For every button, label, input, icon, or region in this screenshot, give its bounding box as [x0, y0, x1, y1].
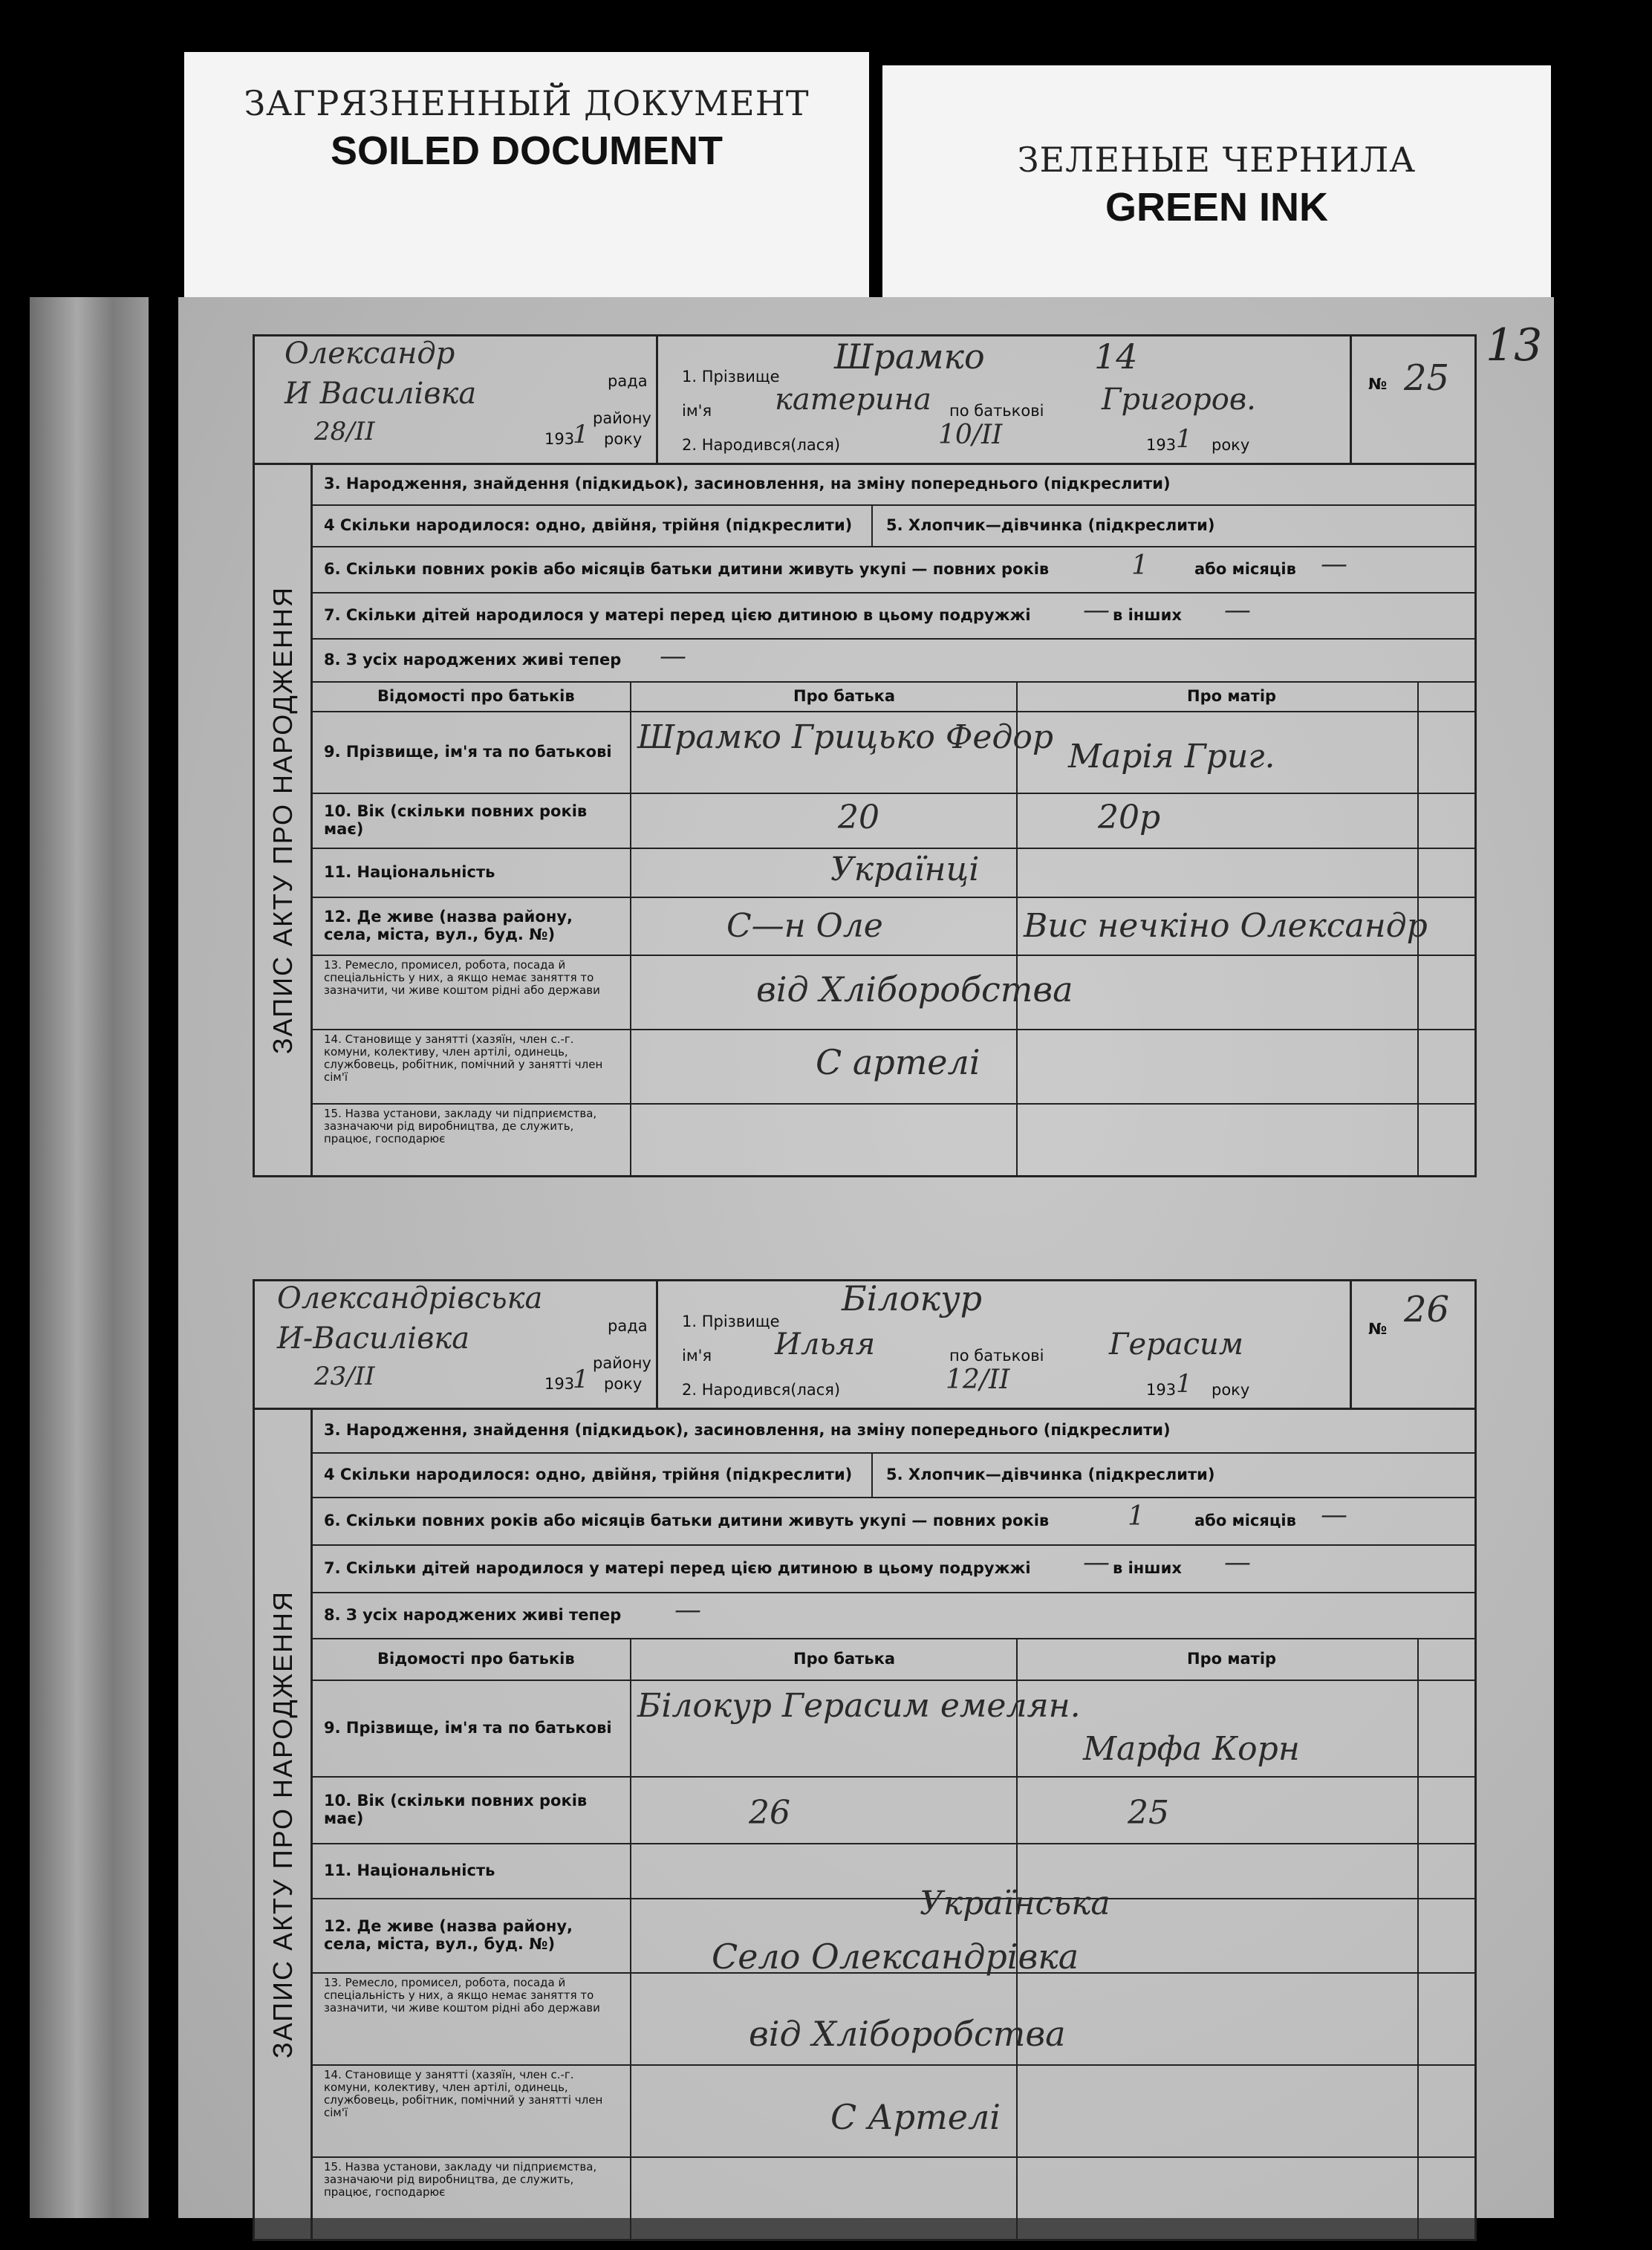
mother-place-handwriting: Вис нечкіно Олександр — [1024, 907, 1428, 945]
green-label-ru: ЗЕЛЕНЫЕ ЧЕРНИЛА — [1017, 140, 1417, 180]
q7-others-handwriting: — — [1224, 1547, 1251, 1578]
surname-handwriting: Шрамко — [834, 336, 985, 377]
q12-label: 12. Де живе (назва району, села, міста, вул., буд. №) — [324, 1917, 573, 1953]
rada-label: рада — [608, 1317, 648, 1335]
row-q9 — [310, 1680, 1474, 1778]
position-handwriting: С Артелі — [830, 2097, 1001, 2137]
name-handwriting: катерина — [775, 383, 931, 417]
parents-head: Відомості про батьків — [377, 1650, 575, 1668]
q8-label: 8. З усіх народжених живі тепер — [324, 651, 622, 669]
q4-label: 4 Скільки народилося: одно, двійня, трійня (підкреслити) — [324, 516, 853, 534]
born-roku-label: року — [1212, 1381, 1250, 1399]
q11-label: 11. Національність — [324, 1862, 495, 1879]
born-label: 2. Народився(лася) — [682, 1381, 841, 1399]
q6-label: 6. Скільки повних років або місяців батьки дитини живуть укупі — повних років — [324, 560, 1050, 578]
date-handwriting: 23/II — [314, 1362, 375, 1391]
row-q11 — [310, 1843, 1474, 1922]
q15-label: 15. Назва установи, закладу чи підприємства, зазначаючи рід виробництва, де служить, працює, господарює — [324, 1107, 597, 1145]
born-year-handwriting: 1 — [1176, 424, 1192, 454]
year-handwriting: 1 — [573, 420, 589, 449]
q8-label: 8. З усіх народжених живі тепер — [324, 1606, 622, 1624]
q4-q5-divider — [871, 1452, 873, 1497]
side-title — [255, 1408, 313, 2241]
q12-label: 12. Де живе (назва району, села, міста, вул., буд. №) — [324, 908, 573, 943]
father-age-handwriting: 20 — [838, 799, 879, 836]
father-head: Про батька — [793, 1650, 896, 1668]
q10-label: 10. Вік (скільки повних років має) — [324, 1792, 588, 1827]
row-q14 — [310, 1029, 1474, 1105]
row-q7 — [310, 592, 1474, 640]
row-q7 — [310, 1544, 1474, 1593]
father-name-handwriting: Шрамко Грицько Федор — [637, 718, 1053, 756]
row-q13 — [310, 1972, 1474, 2066]
row-q11 — [310, 848, 1474, 898]
q9-label: 9. Прізвище, ім'я та по батькові — [324, 1719, 612, 1737]
q7-handwriting: — — [1083, 595, 1110, 625]
born-year-handwriting: 1 — [1176, 1369, 1192, 1399]
q8-handwriting: — — [660, 641, 686, 672]
occupation-handwriting: від Хліборобства — [749, 2014, 1066, 2054]
q5-label: 5. Хлопчик—дівчинка (підкреслити) — [886, 516, 1215, 534]
side-title-text: ЗАПИС АКТУ ПРО НАРОДЖЕННЯ — [267, 1590, 298, 2059]
soiled-label-en: SOILED DOCUMENT — [330, 129, 723, 173]
rayon-handwriting: И Василівка — [284, 377, 477, 411]
row-q12 — [310, 897, 1474, 956]
nationality-handwriting: Українська — [920, 1885, 1110, 1922]
record-header-left — [255, 336, 658, 463]
row-q15 — [310, 1103, 1474, 1177]
mother-age-handwriting: 20р — [1098, 799, 1161, 836]
q10-label: 10. Вік (скільки повних років має) — [324, 802, 588, 838]
father-head: Про батька — [793, 687, 896, 705]
patronymic-label: по батькові — [949, 1347, 1044, 1365]
year-handwriting: 1 — [573, 1365, 589, 1394]
q4-q5-divider — [871, 504, 873, 546]
born-date-handwriting: 10/II — [938, 420, 1003, 450]
position-handwriting: С артелі — [816, 1042, 981, 1082]
q14-label: 14. Становище у занятті (хазяїн, член с.-г. комуни, колективу, член артілі, одинець, службовець, робітник, помічний у занятті член сім'ї — [324, 2068, 603, 2119]
table-head-row — [310, 1638, 1474, 1681]
table-head-row — [310, 681, 1474, 712]
q15-label: 15. Назва установи, закладу чи підприємства, зазначаючи рід виробництва, де служить, працює, господарює — [324, 2160, 597, 2199]
surname-label: 1. Прізвище — [682, 368, 780, 386]
q5-label: 5. Хлопчик—дівчинка (підкреслити) — [886, 1466, 1215, 1483]
rada-label: рада — [608, 372, 648, 390]
birth-record-2 — [253, 1279, 1477, 2241]
born-roku-label: року — [1212, 436, 1250, 454]
side-title — [255, 463, 313, 1177]
q6-years-handwriting: 1 — [1131, 550, 1148, 581]
q6-label: 6. Скільки повних років або місяців батьки дитини живуть укупі — повних років — [324, 1512, 1050, 1529]
row-q10 — [310, 1776, 1474, 1844]
father-place-handwriting: Село Олександрівка — [712, 1937, 1079, 1977]
q11-label: 11. Національність — [324, 863, 495, 881]
row-q6 — [310, 1497, 1474, 1546]
father-place-handwriting: С—н Оле — [726, 907, 883, 945]
mother-age-handwriting: 25 — [1128, 1794, 1169, 1832]
record-number-box — [1350, 1281, 1474, 1408]
father-name-handwriting: Білокур Герасим емелян. — [637, 1687, 1081, 1725]
mother-head: Про матір — [1187, 687, 1277, 705]
name-label: ім'я — [682, 402, 712, 420]
q7-label: 7. Скільки дітей народилося у матері перед цією дитиною в цьому подружжі — [324, 606, 1031, 624]
q7-others-handwriting: — — [1224, 595, 1251, 625]
row-q9 — [310, 711, 1474, 794]
q13-label: 13. Ремесло, промисел, робота, посада й спеціальність у них, а якщо немає заняття то зазначити, чи живе коштом рідні або держави — [324, 1976, 600, 2015]
row-q14 — [310, 2064, 1474, 2158]
q3-label: 3. Народження, знайдення (підкидьок), засиновлення, на зміну попереднього (підкреслити) — [324, 475, 1171, 492]
green-label-en: GREEN INK — [1105, 185, 1329, 230]
father-age-handwriting: 26 — [749, 1794, 790, 1832]
patronymic-handwriting: Герасим — [1109, 1327, 1243, 1362]
roku-label: року — [604, 1375, 643, 1393]
q7-label: 7. Скільки дітей народилося у матері перед цією дитиною в цьому подружжі — [324, 1559, 1031, 1577]
born-date-handwriting: 12/II — [946, 1365, 1010, 1395]
name-label: ім'я — [682, 1347, 712, 1365]
rayon-label: району — [593, 409, 651, 427]
row-q15 — [310, 2156, 1474, 2241]
row-q4-q5 — [310, 1452, 1474, 1498]
rada-handwriting: Олександрівська — [277, 1281, 543, 1316]
record-number-box — [1350, 336, 1474, 463]
row-q12 — [310, 1898, 1474, 1977]
q6-months-label: або місяців — [1194, 1512, 1296, 1529]
surname-label: 1. Прізвище — [682, 1313, 780, 1330]
mother-name-handwriting: Марія Григ. — [1068, 738, 1275, 776]
born-label: 2. Народився(лася) — [682, 436, 841, 454]
q6-years-handwriting: 1 — [1128, 1501, 1145, 1532]
surname-handwriting: Білокур — [842, 1278, 983, 1319]
q14-label: 14. Становище у занятті (хазяїн, член с.-г. комуни, колективу, член артілі, одинець, службовець, робітник, помічний у занятті член сім'ї — [324, 1033, 603, 1084]
q6-months-label: або місяців — [1194, 560, 1296, 578]
mother-head: Про матір — [1187, 1650, 1277, 1668]
row-q8 — [310, 638, 1474, 683]
green-ink-label — [882, 65, 1551, 302]
record-header-left — [255, 1281, 658, 1408]
name-handwriting: Ильяя — [775, 1327, 876, 1362]
rayon-handwriting: И-Василівка — [277, 1321, 470, 1356]
q7-others-label: в інших — [1113, 1559, 1182, 1577]
number-sign: № — [1368, 375, 1388, 393]
born-year-prefix: 193 — [1146, 436, 1177, 454]
record-header — [255, 336, 1474, 465]
row-q3 — [310, 1408, 1474, 1454]
row-q10 — [310, 793, 1474, 849]
q4-label: 4 Скільки народилося: одно, двійня, трійня (підкреслити) — [324, 1466, 853, 1483]
row-q6 — [310, 546, 1474, 594]
patronymic-handwriting: Григоров. — [1102, 383, 1256, 417]
q3-label: 3. Народження, знайдення (підкидьок), засиновлення, на зміну попереднього (підкреслити) — [324, 1421, 1171, 1439]
row-q8 — [310, 1592, 1474, 1639]
occupation-handwriting: від Хліборобства — [756, 969, 1073, 1009]
rada-handwriting: Олександр — [284, 336, 455, 371]
mother-name-handwriting: Марфа Корн — [1083, 1730, 1300, 1768]
parents-head: Відомості про батьків — [377, 687, 575, 705]
sheet-number: 13 — [1486, 319, 1543, 371]
q7-others-label: в інших — [1113, 606, 1182, 624]
soiled-label-ru: ЗАГРЯЗНЕННЫЙ ДОКУМЕНТ — [244, 83, 810, 123]
surname-extra-handwriting: 14 — [1094, 336, 1138, 377]
patronymic-label: по батькові — [949, 402, 1044, 420]
q8-handwriting: — — [674, 1595, 701, 1625]
q6-months-handwriting: — — [1321, 549, 1347, 579]
side-title-text: ЗАПИС АКТУ ПРО НАРОДЖЕННЯ — [267, 585, 298, 1055]
soiled-document-label — [184, 52, 869, 305]
nationality-handwriting: Українці — [830, 851, 980, 888]
number-sign: № — [1368, 1320, 1388, 1338]
year-prefix: 193 — [544, 1375, 575, 1393]
year-prefix: 193 — [544, 430, 575, 448]
row-q4-q5 — [310, 504, 1474, 547]
rayon-label: району — [593, 1354, 651, 1372]
q13-label: 13. Ремесло, промисел, робота, посада й спеціальність у них, а якщо немає заняття то зазначити, чи живе коштом рідні або держави — [324, 958, 600, 997]
record-number-handwriting: 26 — [1404, 1289, 1450, 1330]
born-year-prefix: 193 — [1146, 1381, 1177, 1399]
roku-label: року — [604, 430, 643, 448]
date-handwriting: 28/II — [314, 417, 375, 446]
q6-months-handwriting: — — [1321, 1500, 1347, 1530]
q9-label: 9. Прізвище, ім'я та по батькові — [324, 743, 612, 761]
birth-record-1 — [253, 334, 1477, 1177]
q7-handwriting: — — [1083, 1547, 1110, 1578]
row-q3 — [310, 463, 1474, 506]
record-header — [255, 1278, 1474, 1410]
book-spine — [30, 297, 149, 2218]
row-q13 — [310, 955, 1474, 1030]
record-number-handwriting: 25 — [1404, 357, 1450, 399]
